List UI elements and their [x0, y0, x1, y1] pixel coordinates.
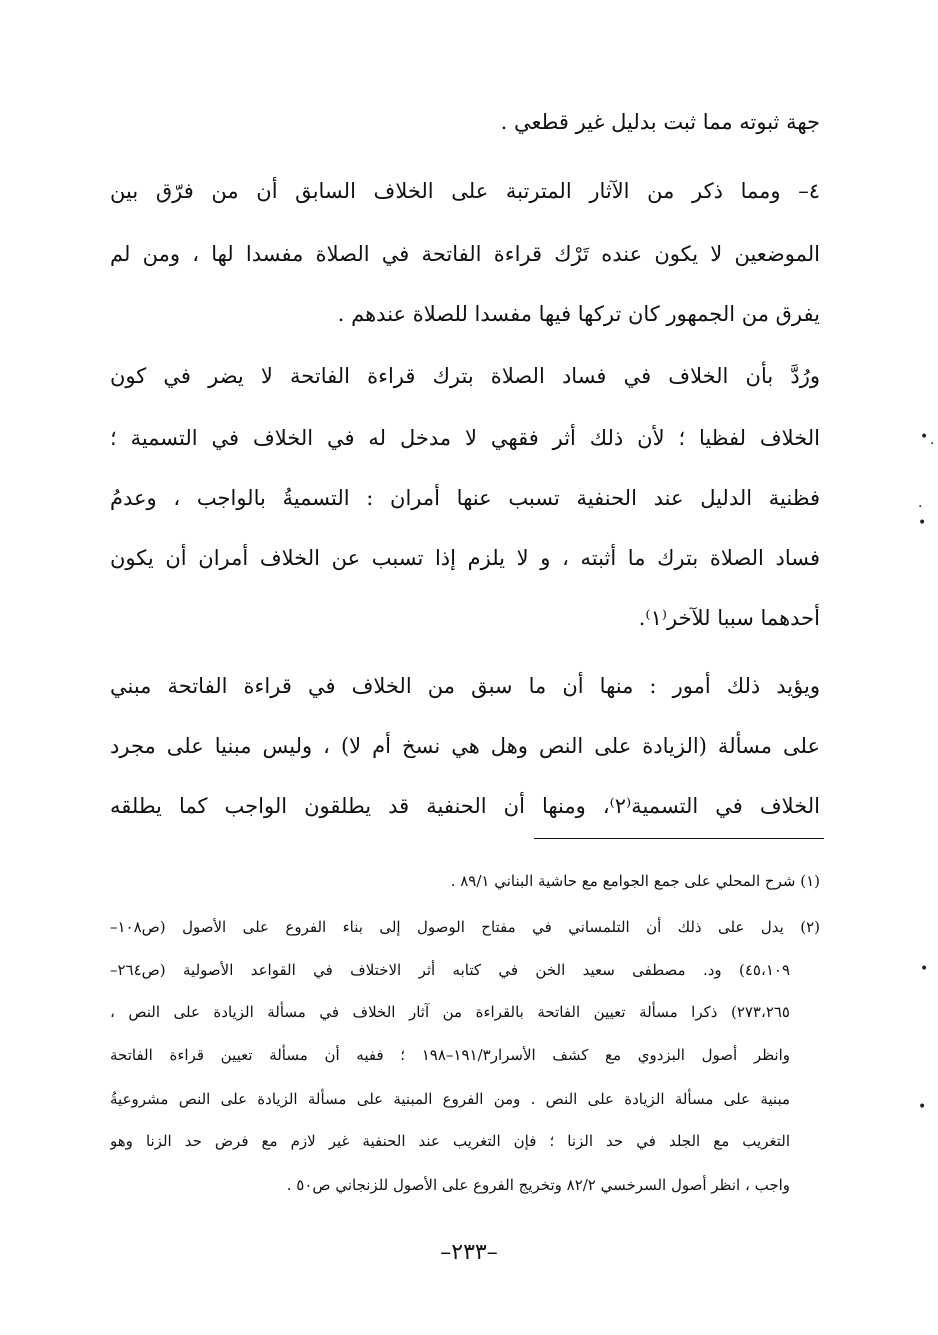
- scan-speck: •: [918, 515, 927, 531]
- body-line-4: يفرق من الجمهور كان تركها فيها مفسدا للصلاة عندهم .: [337, 302, 820, 326]
- footnote-2-line-6: التغريب مع الجلد في حد الزنا ؛ فإن التغريب عند الحنفية غير لازم مع فرض حد الزنا وهو: [110, 1132, 790, 1150]
- body-line-8: فساد الصلاة بترك ما أثبته ، و لا يلزم إذا تسبب عن الخلاف أمران أن يكون: [110, 546, 820, 570]
- footnote-separator: [534, 838, 824, 839]
- footnote-2-line-5: مبنية على مسألة الزيادة على النص . ومن الفروع المبنية على مسألة الزيادة على النص مشروعيةُ: [110, 1090, 790, 1108]
- body-line-6: الخلاف لفظيا ؛ لأن ذلك أثر فقهي لا مدخل له في الخلاف في التسمية ؛: [110, 426, 820, 450]
- scan-speck: •: [918, 1099, 927, 1115]
- body-line-3: الموضعين لا يكون عنده تَرْك قراءة الفاتحة في الصلاة مفسدا لها ، ومن لم: [110, 242, 820, 266]
- scan-speck: •: [920, 429, 929, 445]
- body-line-7: فظنية الدليل عند الحنفية تسبب عنها أمران : التسميةُ بالواجب ، وعدمُ: [110, 486, 820, 510]
- body-line-5: ورُدَّ بأن الخلاف في فساد الصلاة بترك قراءة الفاتحة لا يضر في كون: [110, 364, 820, 388]
- footnote-2-line-3: ٢٧٣،٢٦٥) ذكرا مسألة تعيين الفاتحة بالقراءة من آثار الخلاف في مسألة الزيادة على النص ،: [110, 1003, 790, 1021]
- body-line-10: ويؤيد ذلك أمور : منها أن ما سبق من الخلاف في قراءة الفاتحة مبني: [110, 674, 820, 698]
- body-line-1: جهة ثبوته مما ثبت بدليل غير قطعي .: [500, 110, 820, 134]
- footnote-1: (١) شرح المحلي على جمع الجوامع مع حاشية البناني ٨٩/١ .: [450, 872, 820, 890]
- scan-speck: •: [920, 961, 929, 977]
- body-line-2: ٤– ومما ذكر من الآثار المترتبة على الخلاف السابق أن من فرّق بين: [110, 179, 820, 203]
- footnote-2-line-4: وانظر أصول البزدوي مع كشف الأسرار١٩١/٣–١٩٨ ؛ ففيه أن مسألة تعيين قراءة الفاتحة: [110, 1046, 790, 1064]
- body-line-11: على مسألة (الزيادة على النص وهل هي نسخ أم لا) ، وليس مبنيا على مجرد: [110, 734, 820, 758]
- body-line-12: الخلاف في التسمية⁽٢⁾، ومنها أن الحنفية قد يطلقون الواجب كما يطلقه: [110, 794, 820, 818]
- page-number: –٢٣٣–: [440, 1240, 498, 1265]
- footnote-2-line-7: واجب ، انظر أصول السرخسي ٨٢/٢ وتخريج الفروع على الأصول للزنجاني ص٥٠ .: [286, 1176, 790, 1194]
- scan-speck: ·: [930, 436, 935, 452]
- body-line-9: أحدهما سببا للآخر⁽١⁾.: [638, 606, 820, 630]
- footnote-2-line-2: ٤٥،١٠٩) ود. مصطفى سعيد الخن في كتابه أثر الاختلاف في القواعد الأصولية (ص٢٦٤–: [110, 961, 790, 979]
- footnote-2-line-1: (٢) يدل على ذلك أن التلمساني في مفتاح الوصول إلى بناء الفروع على الأصول (ص١٠٨–: [110, 918, 820, 936]
- scan-speck: ·: [918, 499, 923, 515]
